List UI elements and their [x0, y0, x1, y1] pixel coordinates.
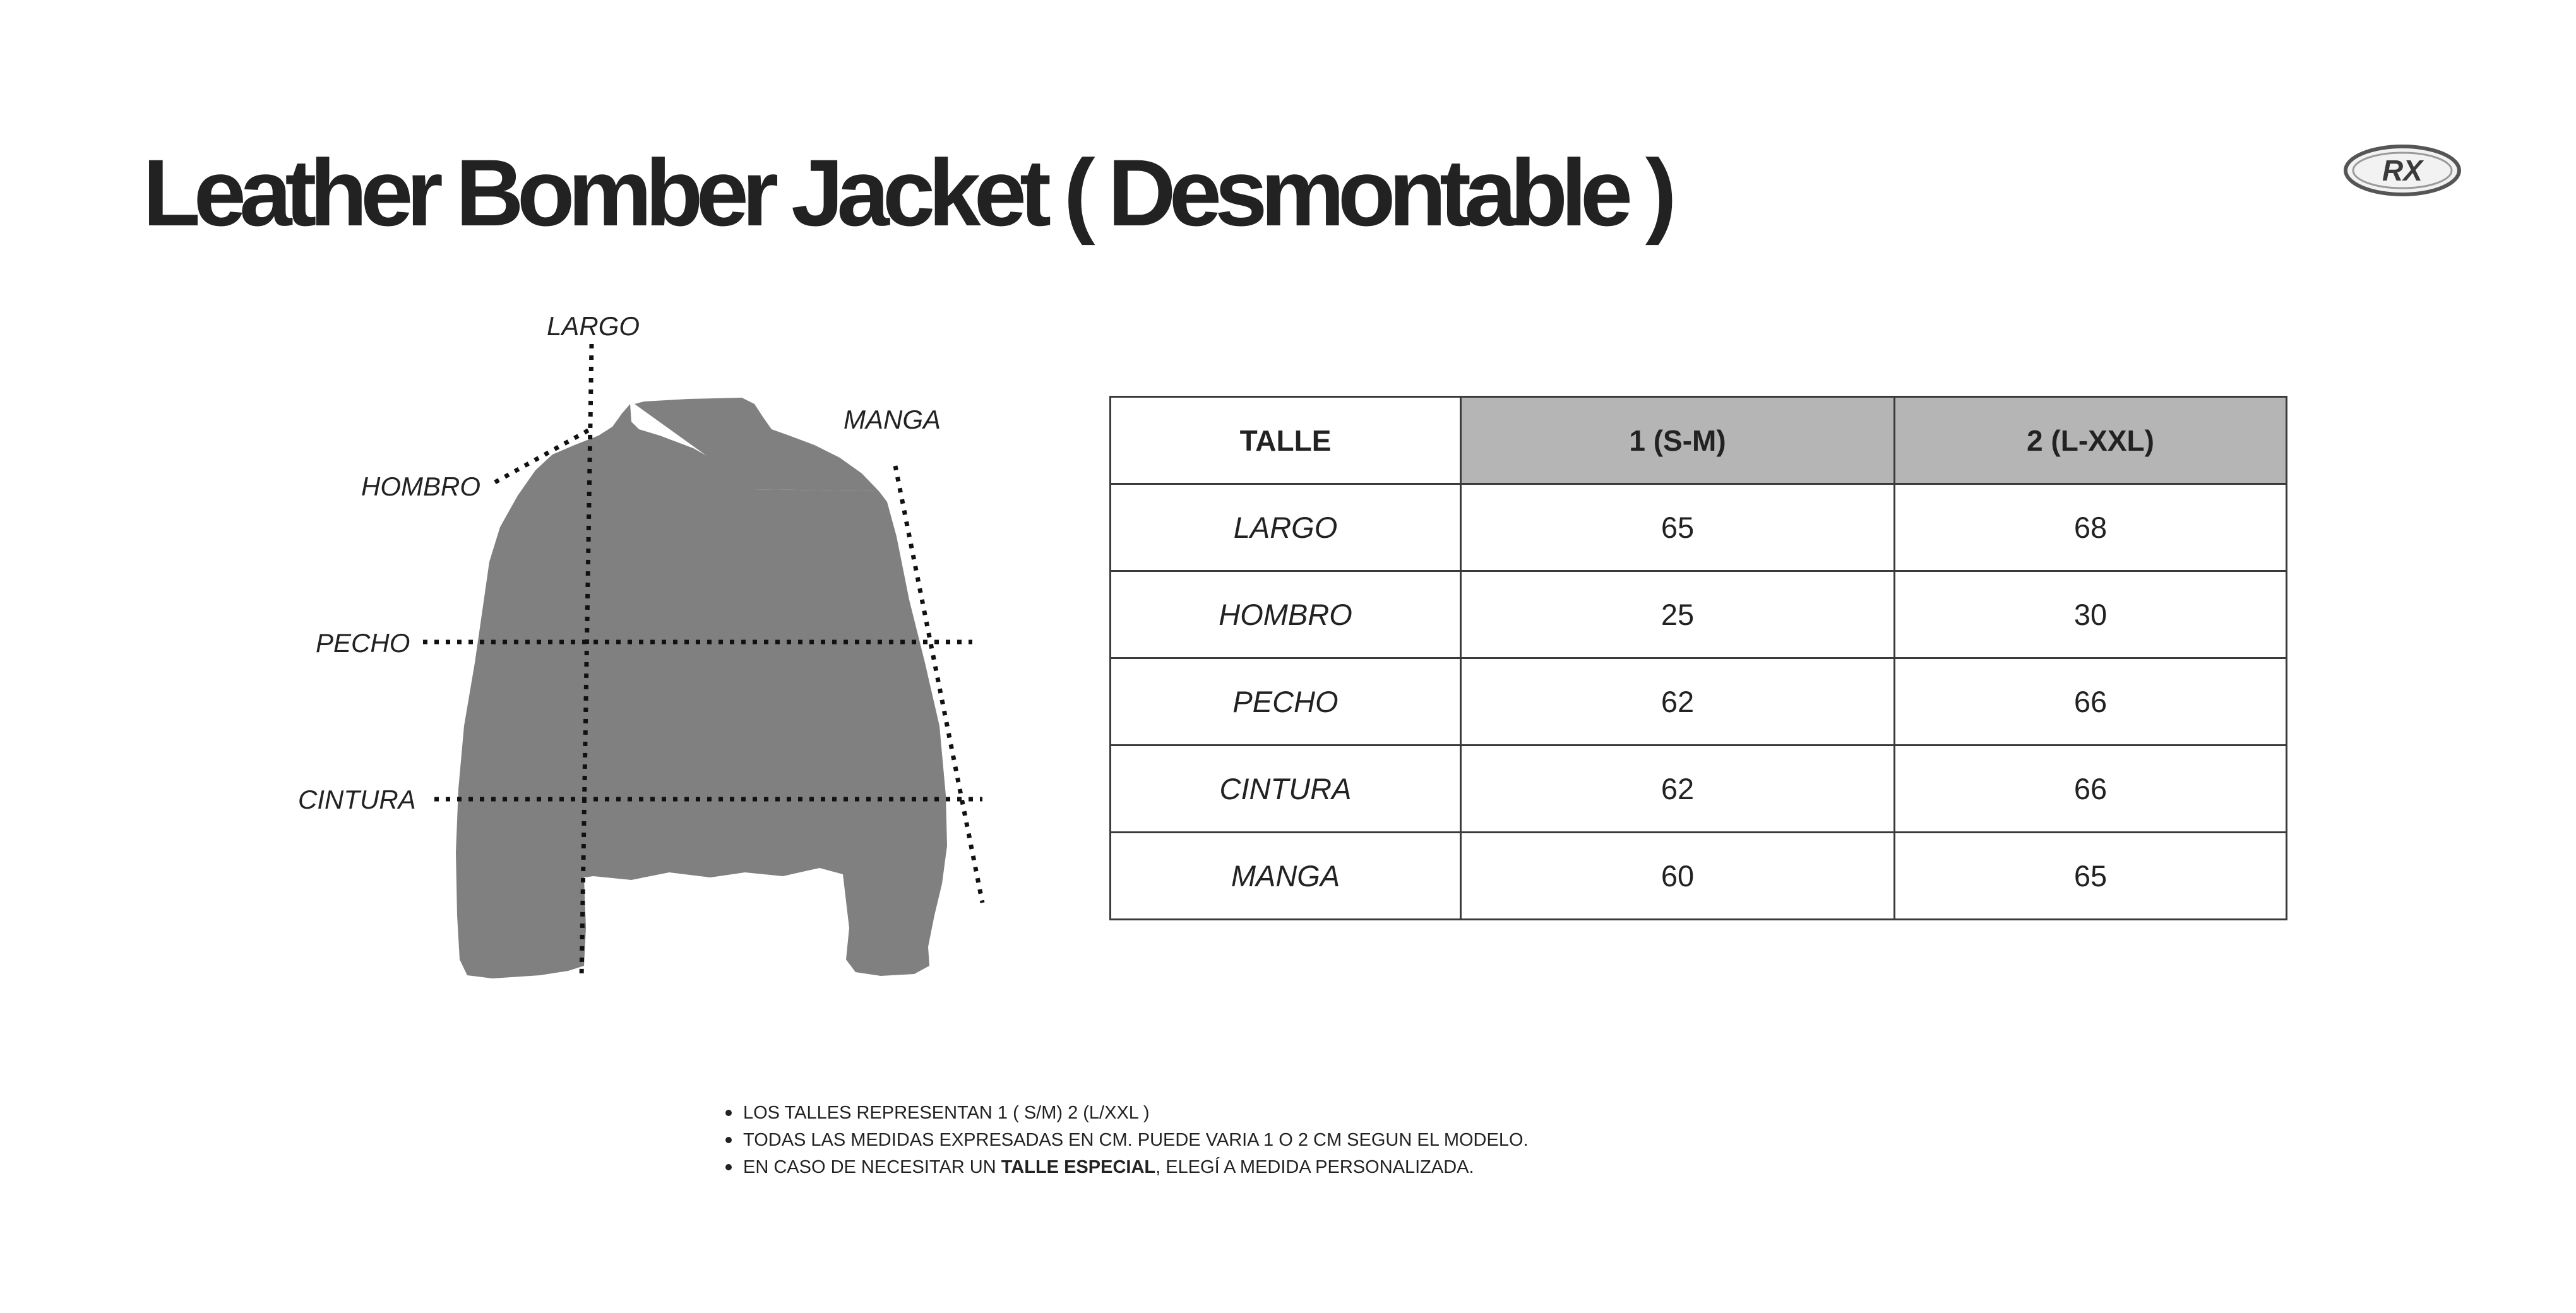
notes-list	[723, 1100, 1529, 1181]
measurement-lines	[0, 0, 1010, 1010]
label-pecho: PECHO	[316, 628, 410, 658]
row-label: PECHO	[1111, 658, 1461, 746]
cell-value: 65	[1461, 484, 1895, 571]
cell-value: 62	[1461, 746, 1895, 833]
manga-line	[895, 466, 982, 903]
largo-line	[581, 344, 592, 980]
table-row	[1111, 746, 2287, 833]
note-text: , ELEGÍ A MEDIDA PERSONALIZADA.	[1155, 1157, 1474, 1177]
header-talle: TALLE	[1111, 397, 1461, 484]
note-text: LOS TALLES REPRESENTAN 1 ( S/M) 2 (L/XXL )	[743, 1103, 1150, 1123]
list-item	[723, 1127, 1529, 1154]
table-row	[1111, 571, 2287, 658]
label-manga: MANGA	[844, 405, 941, 434]
page-title: Leather Bomber Jacket ( Desmontable )	[143, 140, 1670, 246]
hombro-line	[495, 429, 590, 482]
table-row	[1111, 833, 2287, 920]
cell-value: 25	[1461, 571, 1895, 658]
header-size-2: 2 (L-XXL)	[1895, 397, 2287, 484]
list-item	[723, 1154, 1529, 1181]
cell-value: 60	[1461, 833, 1895, 920]
note-text: EN CASO DE NECESITAR UN	[743, 1157, 1001, 1177]
brand-logo	[2342, 140, 2462, 201]
cell-value: 68	[1895, 484, 2287, 571]
measurement-diagram	[0, 0, 1010, 1010]
label-hombro: HOMBRO	[361, 472, 480, 501]
table-header-row	[1111, 397, 2287, 484]
row-label: MANGA	[1111, 833, 1461, 920]
cell-value: 66	[1895, 746, 2287, 833]
size-table	[1109, 396, 2287, 920]
header-size-1: 1 (S-M)	[1461, 397, 1895, 484]
cell-value: 30	[1895, 571, 2287, 658]
jacket-shape	[635, 398, 879, 491]
note-text: TODAS LAS MEDIDAS EXPRESADAS EN CM. PUEDE VARIA 1 O 2 CM SEGUN EL MODELO.	[743, 1130, 1529, 1150]
logo-text: RX	[2382, 154, 2423, 187]
row-label: HOMBRO	[1111, 571, 1461, 658]
row-label: LARGO	[1111, 484, 1461, 571]
row-label: CINTURA	[1111, 746, 1461, 833]
table-row	[1111, 658, 2287, 746]
note-emphasis: TALLE ESPECIAL	[1001, 1157, 1156, 1177]
list-item	[723, 1100, 1529, 1127]
cell-value: 62	[1461, 658, 1895, 746]
label-cintura: CINTURA	[298, 785, 416, 814]
table-row	[1111, 484, 2287, 571]
cell-value: 65	[1895, 833, 2287, 920]
cell-value: 66	[1895, 658, 2287, 746]
label-largo: LARGO	[547, 311, 640, 341]
